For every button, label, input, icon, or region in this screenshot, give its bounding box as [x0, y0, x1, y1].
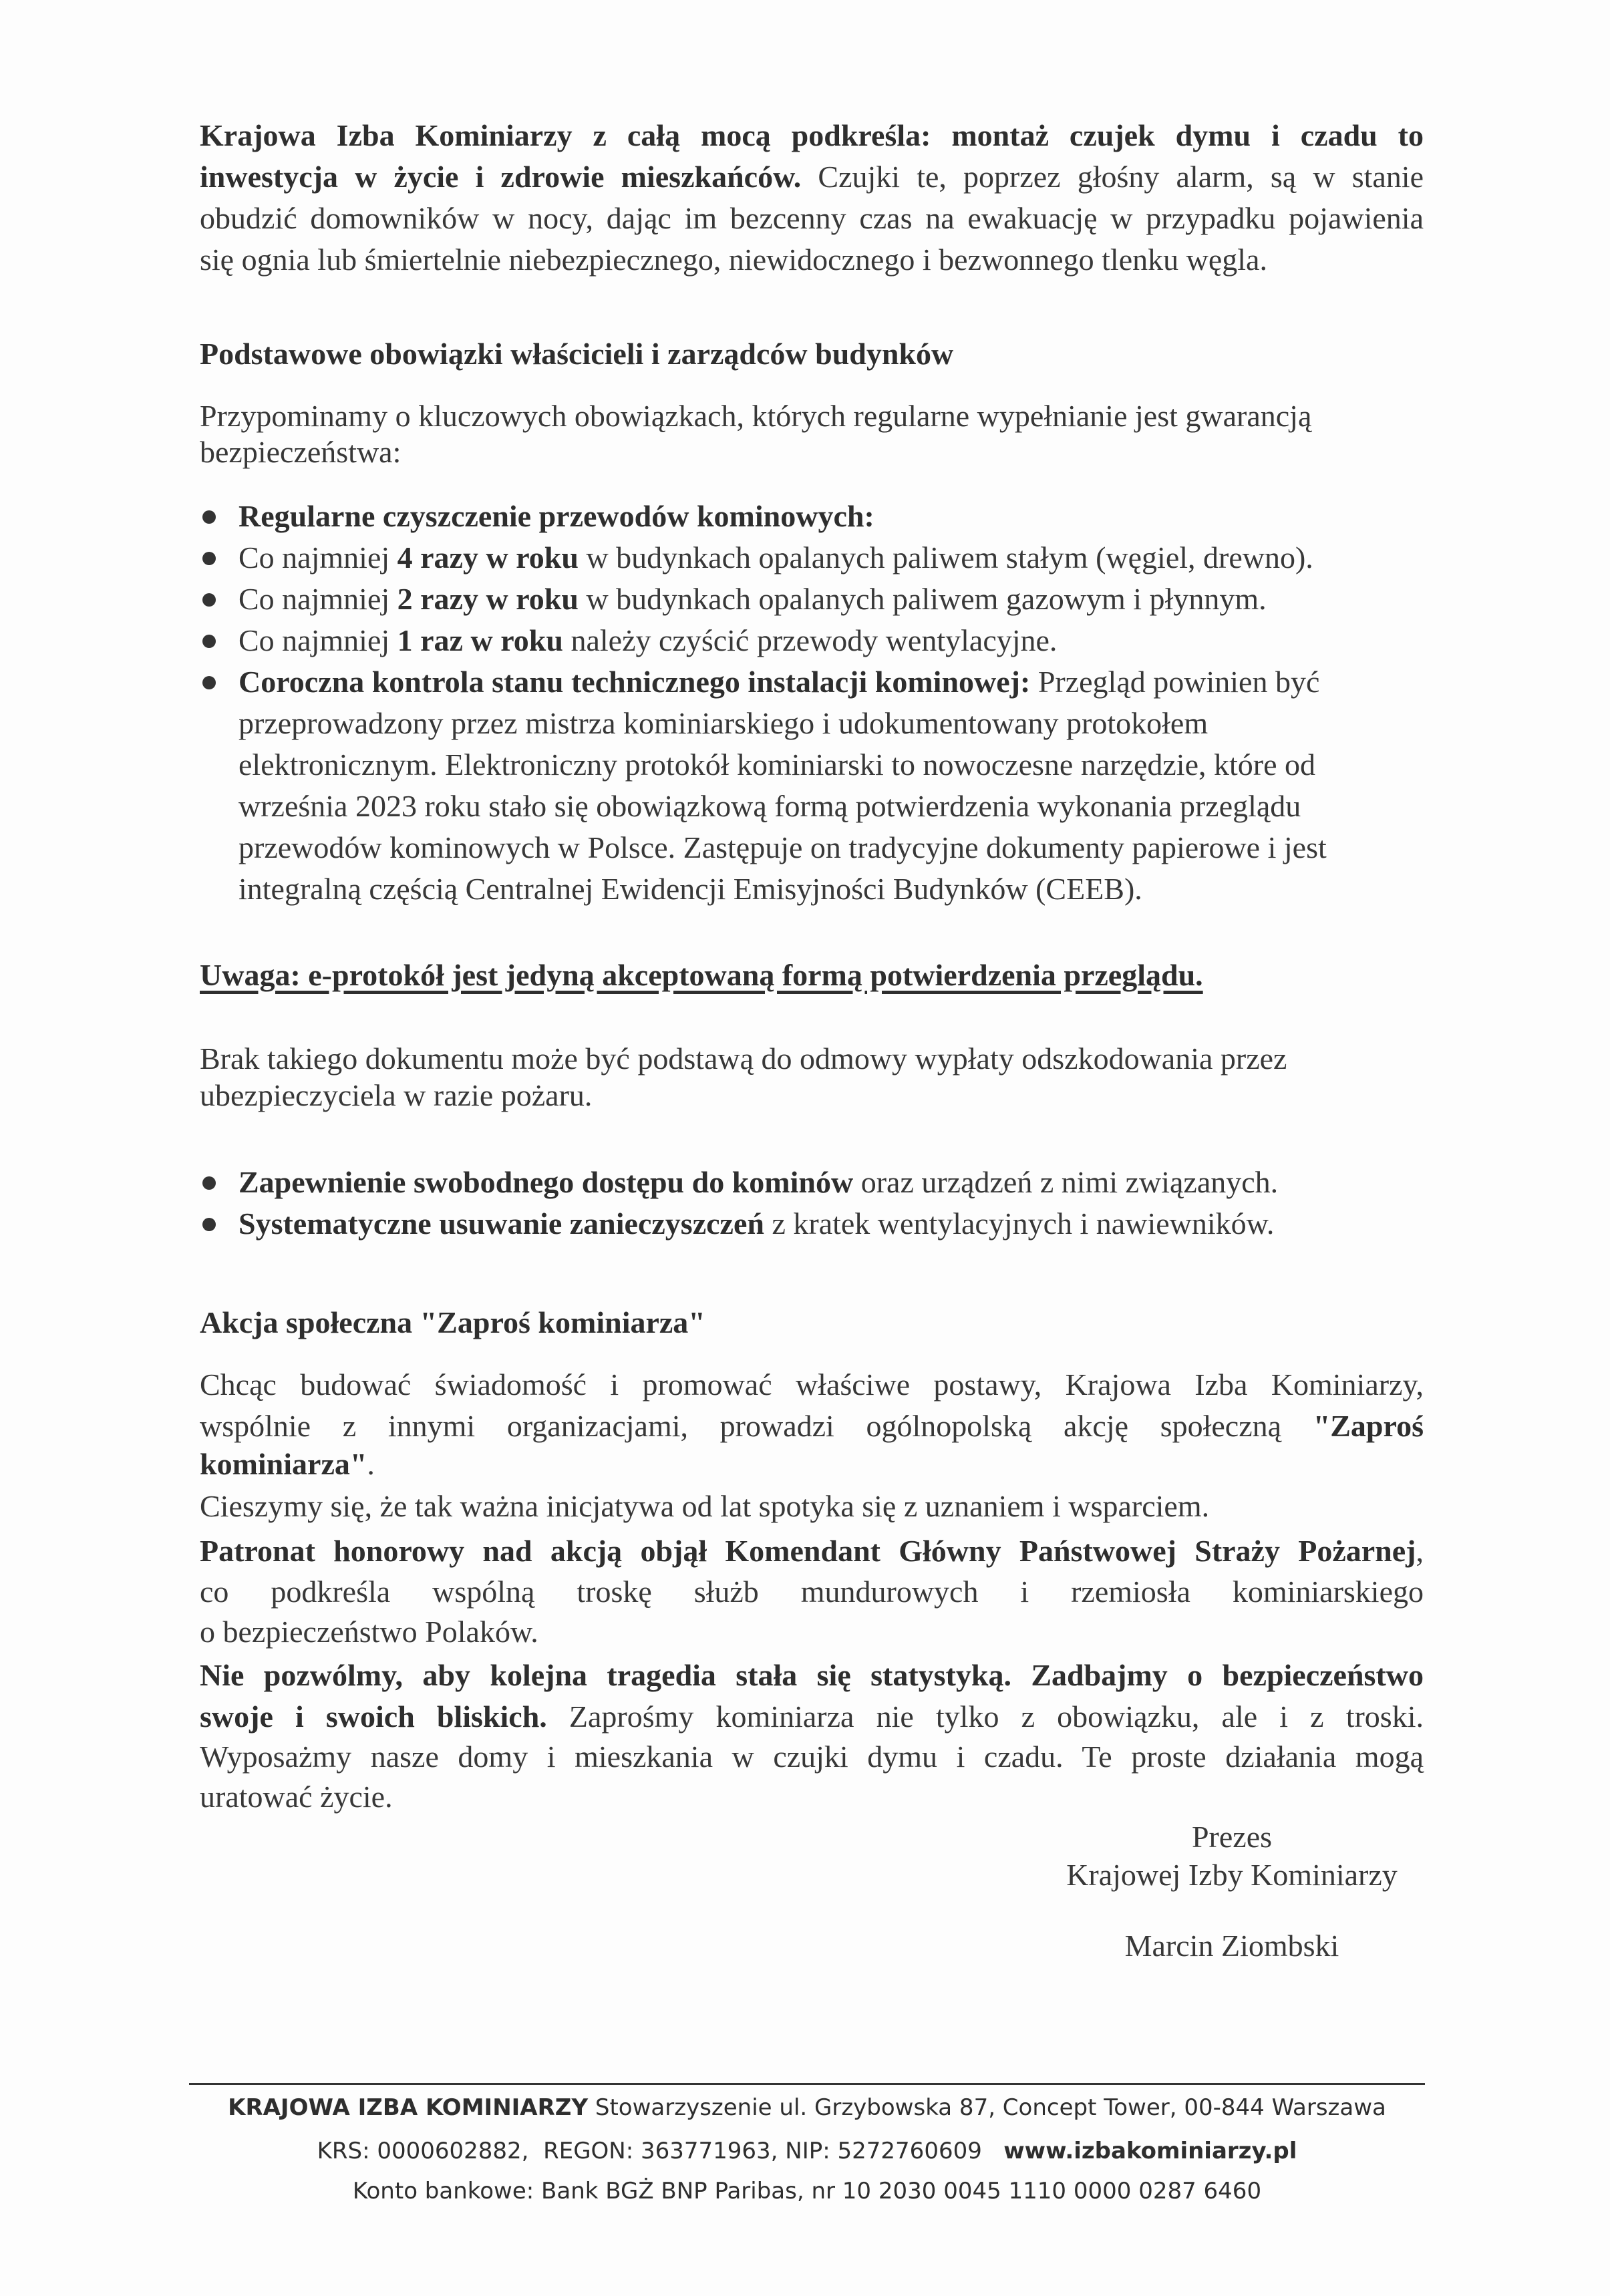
- bold-text: "Zaproś: [1313, 1409, 1424, 1443]
- bullet-icon: [202, 552, 216, 565]
- text: Przegląd powinien być: [1030, 665, 1320, 699]
- footer-registry-line: [189, 2134, 1425, 2168]
- text: Czujki te, poprzez głośny alarm, są w stanie: [801, 160, 1424, 194]
- bullet-line: [238, 661, 1424, 703]
- intro-line: [200, 239, 1424, 281]
- notice-underlined: Uwaga: e-protokół jest jedyną akceptowaną formą potwierdzenia przeglądu.: [200, 958, 1203, 992]
- bullet-line: [238, 537, 1424, 579]
- bold-text: Zapewnienie swobodnego dostępu do kominów: [238, 1165, 854, 1199]
- campaign-line: [200, 1364, 1424, 1406]
- text: .: [367, 1447, 375, 1481]
- notice-text: [200, 955, 1424, 996]
- duties-intro-line: bezpieczeństwa:: [200, 435, 401, 469]
- section-heading-duties: Podstawowe obowiązki właścicieli i zarządców budynków: [200, 337, 954, 371]
- signature-name: Marcin Ziombski: [1124, 1929, 1339, 1963]
- bullet-line: [238, 827, 1424, 868]
- bold-text: Systematyczne usuwanie zanieczyszczeń: [238, 1206, 764, 1241]
- bullet-line: [238, 744, 1424, 786]
- text: integralną częścią Centralnej Ewidencji Emisyjności Budynków (CEEB).: [238, 872, 1142, 906]
- bullet-icon: [202, 593, 216, 607]
- footer-registry: KRS: 0000602882, REGON: 363771963, NIP: 5272760609: [317, 2138, 1004, 2164]
- footer-bank-line: Konto bankowe: Bank BGŻ BNP Paribas, nr 10 2030 0045 1110 0000 0287 6460: [352, 2178, 1262, 2204]
- bold-text: inwestycja w życie i zdrowie mieszkańców.: [200, 160, 802, 194]
- text: elektronicznym. Elektroniczny protokół kominiarski to nowoczesne narzędzie, które od: [238, 748, 1316, 782]
- bullet-line: [238, 786, 1424, 827]
- text: Co najmniej: [238, 582, 397, 616]
- signature-organization: Krajowej Izby Kominiarzy: [1066, 1858, 1398, 1892]
- duties-intro-line: Przypominamy o kluczowych obowiązkach, których regularne wypełnianie jest gwarancją: [200, 399, 1312, 433]
- campaign-line: [200, 1571, 1424, 1613]
- campaign-line: [200, 1696, 1424, 1738]
- text: w budynkach opalanych paliwem gazowym i płynnym.: [578, 582, 1267, 616]
- bold-text: Coroczna kontrola stanu technicznego instalacji kominowej:: [238, 665, 1031, 699]
- bold-text: Krajowa Izba Kominiarzy z całą mocą podkreśla: montaż czujek dymu i czadu to: [200, 118, 1424, 152]
- signature-title: Prezes: [1191, 1820, 1273, 1854]
- intro-line: [200, 156, 1424, 198]
- text: Co najmniej: [238, 623, 397, 657]
- bullet-line: [238, 703, 1424, 744]
- footer-address-line: [189, 2091, 1425, 2124]
- bold-text: Regularne czyszczenie przewodów kominowych:: [238, 499, 874, 533]
- text: w budynkach opalanych paliwem stałym (węgiel, drewno).: [578, 540, 1313, 575]
- section-heading-campaign: Akcja społeczna "Zaproś kominiarza": [200, 1305, 705, 1339]
- footer-website-link[interactable]: www.izbakominiarzy.pl: [1003, 2138, 1297, 2164]
- bold-text: Nie pozwólmy, aby kolejna tragedia stała się statystyką. Zadbajmy o bezpieczeństwo: [200, 1658, 1424, 1692]
- bullet-line: [238, 1162, 1424, 1203]
- bold-text: 2 razy w roku: [397, 582, 579, 616]
- notice-follow-line: ubezpieczyciela w razie pożaru.: [200, 1078, 593, 1112]
- text: co podkreśla wspólną troskę służb mundurowych i rzemiosła kominiarskiego: [200, 1575, 1424, 1609]
- bullet-icon: [202, 1176, 216, 1190]
- text: wspólnie z innymi organizacjami, prowadzi ogólnopolską akcję społeczną: [200, 1409, 1313, 1443]
- bullet-line: [238, 579, 1424, 620]
- text: z kratek wentylacyjnych i nawiewników.: [764, 1206, 1275, 1241]
- campaign-line: [200, 1776, 1424, 1818]
- bullet-line: [238, 496, 1424, 537]
- text: obudzić domowników w nocy, dając im bezcenny czas na ewakuację w przypadku pojawienia: [200, 201, 1424, 235]
- text: o bezpieczeństwo Polaków.: [200, 1615, 538, 1649]
- campaign-line: [200, 1486, 1424, 1527]
- footer-org-name: KRAJOWA IZBA KOMINIARZY: [228, 2094, 589, 2121]
- campaign-line: [200, 1444, 1424, 1485]
- campaign-line: [200, 1406, 1424, 1447]
- text: Cieszymy się, że tak ważna inicjatywa od lat spotyka się z uznaniem i wsparciem.: [200, 1489, 1210, 1523]
- campaign-line: [200, 1530, 1424, 1572]
- intro-line: [200, 115, 1424, 156]
- text: oraz urządzeń z nimi związanych.: [853, 1165, 1279, 1199]
- bold-text: 4 razy w roku: [397, 540, 579, 575]
- text: ,: [1416, 1534, 1424, 1568]
- campaign-line: [200, 1611, 1424, 1653]
- campaign-line: [200, 1655, 1424, 1696]
- text: przewodów kominowych w Polsce. Zastępuje on tradycyjne dokumenty papierowe i jest: [238, 830, 1327, 864]
- bold-text: swoje i swoich bliskich.: [200, 1699, 547, 1734]
- bullet-icon: [202, 1218, 216, 1231]
- text: Zaprośmy kominiarza nie tylko z obowiązku, ale i z troski.: [546, 1699, 1424, 1734]
- bold-text: 1 raz w roku: [397, 623, 563, 657]
- bullet-line: [238, 620, 1424, 661]
- text: się ognia lub śmiertelnie niebezpiecznego, niewidocznego i bezwonnego tlenku węgla.: [200, 242, 1267, 277]
- text: Chcąc budować świadomość i promować właściwe postawy, Krajowa Izba Kominiarzy,: [200, 1367, 1424, 1402]
- footer-address: Stowarzyszenie ul. Grzybowska 87, Concept Tower, 00-844 Warszawa: [588, 2094, 1386, 2121]
- notice-follow-line: Brak takiego dokumentu może być podstawą do odmowy wypłaty odszkodowania przez: [200, 1041, 1287, 1076]
- intro-line: [200, 198, 1424, 239]
- text: należy czyścić przewody wentylacyjne.: [562, 623, 1058, 657]
- bold-text: kominiarza": [200, 1447, 367, 1481]
- text: uratować życie.: [200, 1780, 393, 1814]
- text: Wyposażmy nasze domy i mieszkania w czujki dymu i czadu. Te proste działania mogą: [200, 1740, 1424, 1774]
- text: września 2023 roku stało się obowiązkową formą potwierdzenia wykonania przeglądu: [238, 789, 1301, 823]
- text: przeprowadzony przez mistrza kominiarskiego i udokumentowany protokołem: [238, 706, 1209, 740]
- bullet-line: [238, 1203, 1424, 1245]
- bullet-icon: [202, 676, 216, 689]
- bold-text: Patronat honorowy nad akcją objął Komendant Główny Państwowej Straży Pożarnej: [200, 1534, 1416, 1568]
- bullet-line: [238, 868, 1424, 910]
- footer-divider: [189, 2083, 1425, 2085]
- campaign-line: [200, 1736, 1424, 1778]
- bullet-icon: [202, 635, 216, 648]
- text: Co najmniej: [238, 540, 397, 575]
- bullet-icon: [202, 510, 216, 524]
